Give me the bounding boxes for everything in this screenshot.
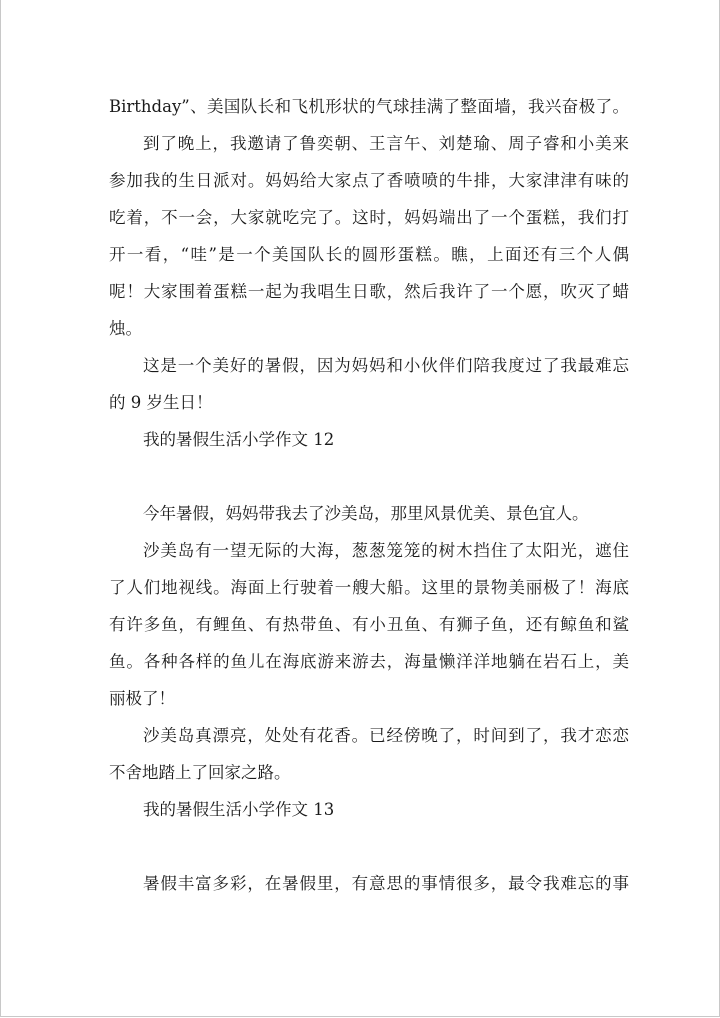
text-line: 鱼。各种各样的鱼儿在海底游来游去，海量懒洋洋地躺在岩石上，美 <box>109 652 629 671</box>
text-line: 到了晚上，我邀请了鲁奕朝、王言午、刘楚瑜、周子睿和小美来 <box>143 134 629 153</box>
text-line: 了人们地视线。海面上行驶着一艘大船。这里的景物美丽极了！海底 <box>109 578 629 597</box>
text-line: 呢！大家围着蛋糕一起为我唱生日歌，然后我许了一个愿，吹灭了蜡 <box>109 282 629 301</box>
text-line: 开一看，“哇”是一个美国队长的圆形蛋糕。瞧，上面还有三个人偶 <box>109 245 629 264</box>
essay-content <box>109 88 629 902</box>
blank-line <box>109 458 629 495</box>
text-line: 烛。 <box>109 319 142 338</box>
section-title-12: 我的暑假生活小学作文 12 <box>143 430 335 449</box>
text-line: 沙美岛有一望无际的大海，葱葱笼笼的树木挡住了太阳光，遮住 <box>143 541 629 560</box>
text-line: 吃着，不一会，大家就吃完了。这时，妈妈端出了一个蛋糕，我们打 <box>109 208 629 227</box>
text-line: 这是一个美好的暑假，因为妈妈和小伙伴们陪我度过了我最难忘 <box>143 356 629 375</box>
text-line: 暑假丰富多彩，在暑假里，有意思的事情很多，最令我难忘的事 <box>143 874 629 893</box>
blank-line <box>109 828 629 865</box>
section-title-13: 我的暑假生活小学作文 13 <box>143 800 335 819</box>
text-line: 的 9 岁生日！ <box>109 393 213 412</box>
text-line: 参加我的生日派对。妈妈给大家点了香喷喷的牛排，大家津津有味的 <box>109 171 629 190</box>
text-line: 今年暑假，妈妈带我去了沙美岛，那里风景优美、景色宜人。 <box>143 504 589 523</box>
text-line: 丽极了！ <box>109 689 175 708</box>
text-line: Birthday”、美国队长和飞机形状的气球挂满了整面墙，我兴奋极了。 <box>109 97 629 116</box>
text-line: 不舍地踏上了回家之路。 <box>109 763 291 782</box>
text-line: 沙美岛真漂亮，处处有花香。已经傍晚了，时间到了，我才恋恋 <box>143 726 629 745</box>
text-line: 有许多鱼，有鲤鱼、有热带鱼、有小丑鱼、有狮子鱼，还有鲸鱼和鲨 <box>109 615 629 634</box>
